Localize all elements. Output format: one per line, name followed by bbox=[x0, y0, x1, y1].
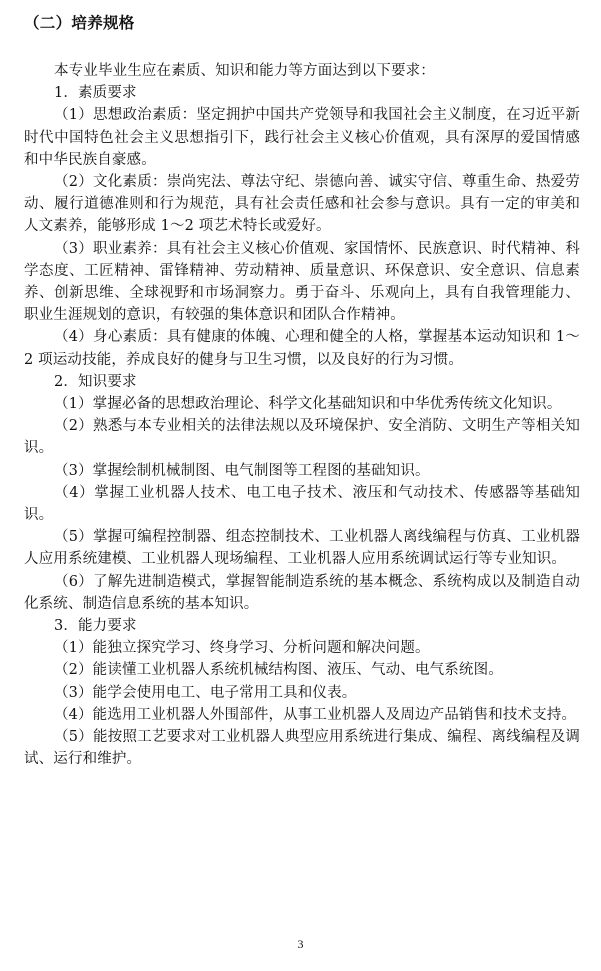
section-heading: （二）培养规格 bbox=[24, 14, 135, 32]
ability-item-3: （3）能学会使用电工、电子常用工具和仪表。 bbox=[54, 684, 357, 701]
ability-item-2: （2）能读懂工业机器人系统机械结构图、液压、气动、电气系统图。 bbox=[54, 662, 503, 679]
intro-paragraph: 本专业毕业生应在素质、知识和能力等方面达到以下要求： bbox=[54, 63, 435, 79]
ability-item-1: （1）能独立探究学习、终身学习、分析问题和解决问题。 bbox=[54, 640, 430, 657]
knowledge-item-6: （6）了解先进制造模式，掌握智能制造系统的基本概念、系统构成以及制造自动化系统、制造信息系统的基本知识。 bbox=[24, 573, 580, 612]
knowledge-item-2: （2）熟悉与本专业相关的法律法规以及环境保护、安全消防、文明生产等相关知识。 bbox=[24, 418, 580, 457]
subsection-title-knowledge: 2．知识要求 bbox=[54, 373, 137, 390]
ability-item-5: （5）能按照工艺要求对工业机器人典型应用系统进行集成、编程、离线编程及调试、运行和维护。 bbox=[24, 729, 580, 768]
page-number: 3 bbox=[297, 937, 304, 951]
knowledge-item-4: （4）掌握工业机器人技术、电工电子技术、液压和气动技术、传感器等基础知识。 bbox=[24, 484, 580, 524]
quality-item-2: （2）文化素质：崇尚宪法、尊法守纪、崇德向善、诚实守信、尊重生命、热爱劳动、履行道德准则和行为规范，具有社会责任感和社会参与意识。具有一定的审美和人文素养，能够形成 1～2 项艺术特长或爱好。 bbox=[24, 174, 580, 235]
subsection-title-quality: 1．素质要求 bbox=[54, 85, 137, 102]
ability-item-4: （4）能选用工业机器人外围部件，从事工业机器人及周边产品销售和技术支持。 bbox=[54, 706, 577, 723]
quality-item-3: （3）职业素养：具有社会主义核心价值观、家国情怀、民族意识、时代精神、科学态度、工匠精神、雷锋精神、劳动精神、质量意识、环保意识、安全意识、信息素养、创新思维、全球视野和市场洞察力。勇于奋斗、乐观向上，具有自我管理能力、职业生涯规划的意识，有较强的集体意识和团队合作精神。 bbox=[24, 240, 580, 324]
document-body bbox=[24, 60, 580, 771]
knowledge-item-5: （5）掌握可编程控制器、组态控制技术、工业机器人离线编程与仿真、工业机器人应用系统建模、工业机器人现场编程、工业机器人应用系统调试运行等专业知识。 bbox=[24, 529, 580, 568]
quality-item-1: （1）思想政治素质：坚定拥护中国共产党领导和我国社会主义制度，在习近平新时代中国特色社会主义思想指引下，践行社会主义核心价值观，具有深厚的爱国情感和中华民族自豪感。 bbox=[24, 107, 580, 168]
subsection-title-ability: 3．能力要求 bbox=[54, 618, 137, 635]
quality-item-4: （4）身心素质：具有健康的体魄、心理和健全的人格，掌握基本运动知识和 1～2 项运动技能，养成良好的健身与卫生习惯，以及良好的行为习惯。 bbox=[24, 329, 580, 368]
knowledge-item-3: （3）掌握绘制机械制图、电气制图等工程图的基础知识。 bbox=[54, 462, 430, 479]
knowledge-item-1: （1）掌握必备的思想政治理论、科学文化基础知识和中华优秀传统文化知识。 bbox=[54, 396, 562, 413]
